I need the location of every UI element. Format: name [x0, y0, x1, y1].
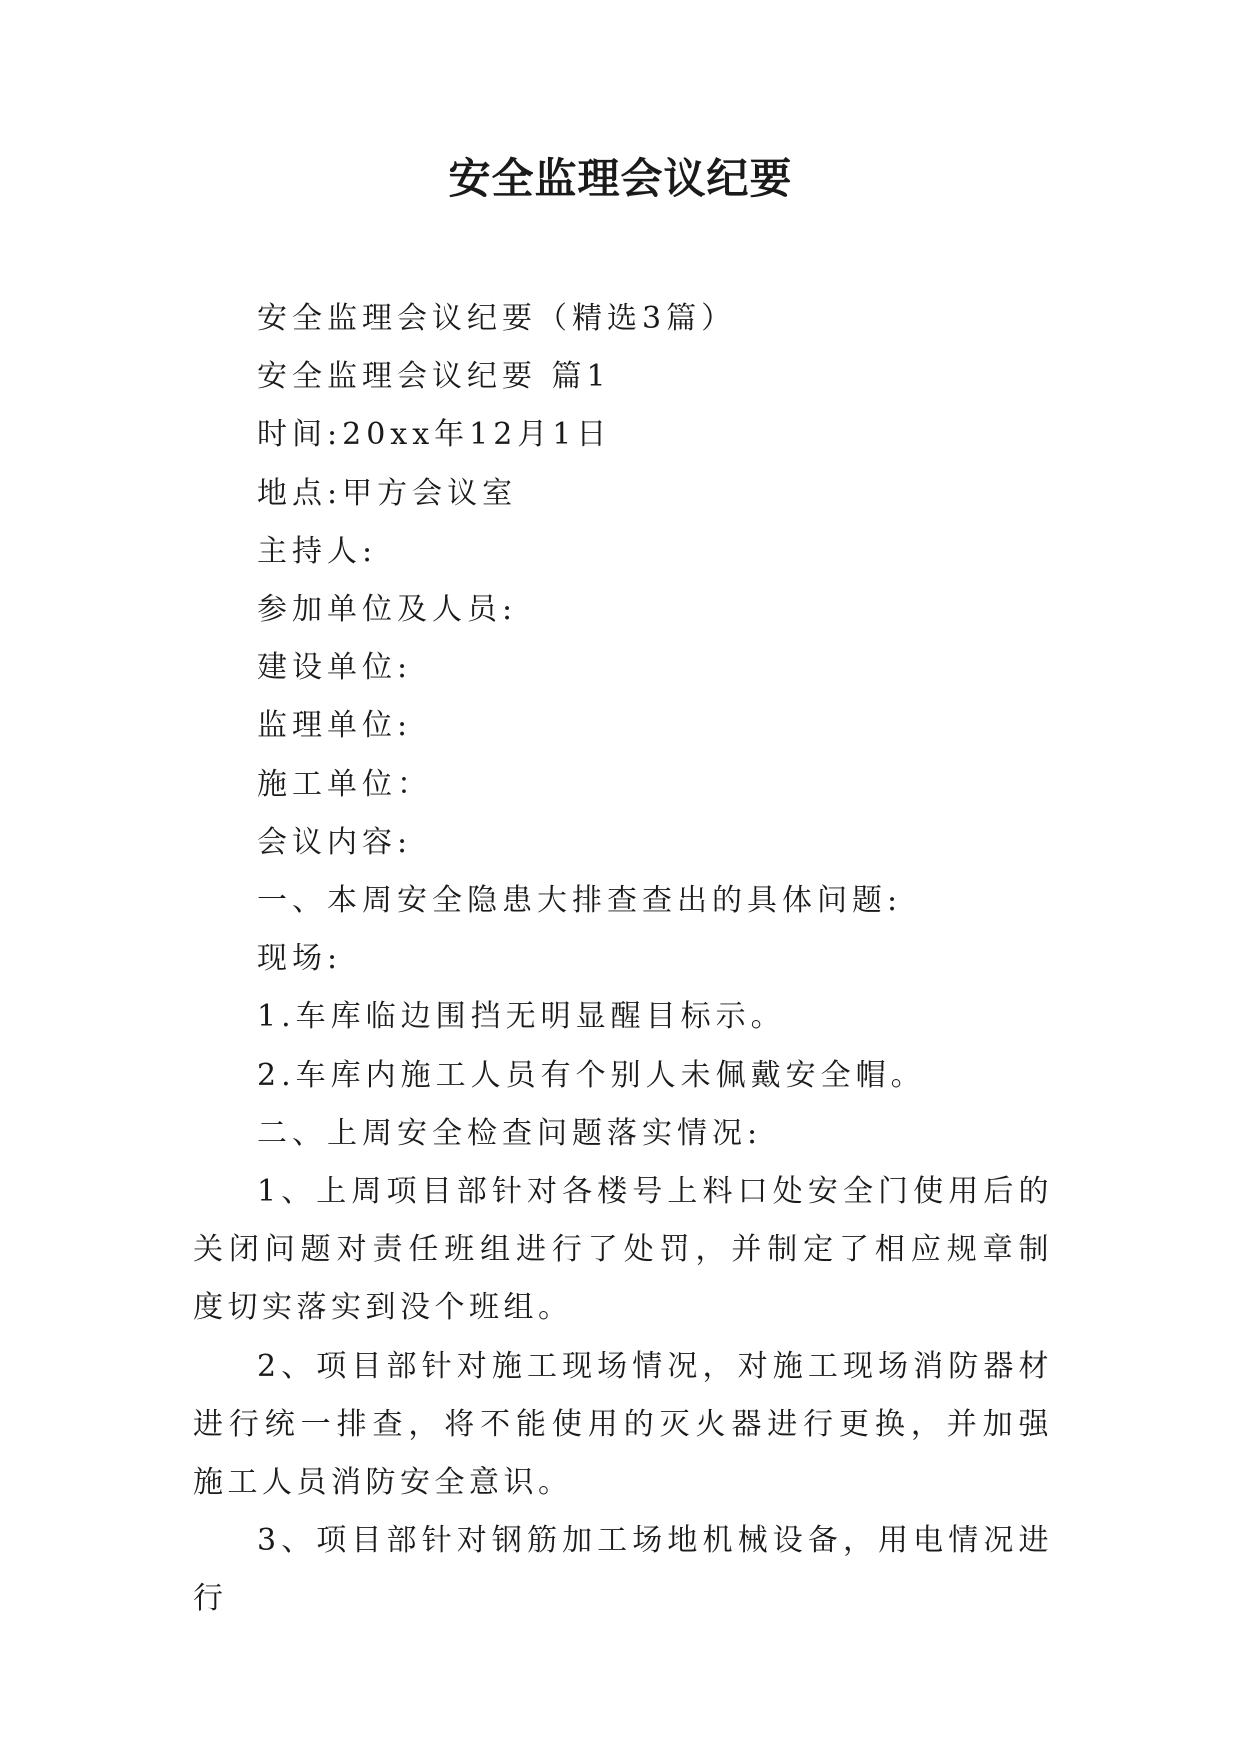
paragraph: 1、上周项目部针对各楼号上料口处安全门使用后的关闭问题对责任班组进行了处罚，并制定了相应规章制度切实落实到没个班组。 — [193, 1174, 1053, 1326]
section-heading: 二、上周安全检查问题落实情况: — [257, 1115, 763, 1151]
construction-unit: 建设单位: — [257, 650, 413, 686]
attendees-label: 参加单位及人员: — [257, 592, 518, 628]
section-heading: 一、本周安全隐患大排查查出的具体问题: — [257, 883, 903, 919]
meeting-host: 主持人: — [257, 533, 378, 569]
meeting-content-label: 会议内容: — [257, 824, 413, 860]
supervision-unit: 监理单位: — [257, 708, 413, 744]
list-item: 1.车库临边围挡无明显醒目标示。 — [257, 999, 786, 1035]
site-label: 现场: — [257, 941, 343, 977]
paragraph: 3、项目部针对钢筋加工场地机械设备，用电情况进行 — [193, 1523, 1053, 1617]
doc-line: 安全监理会议纪要（精选3篇） — [257, 301, 737, 336]
list-item: 2.车库内施工人员有个别人未佩戴安全帽。 — [257, 1057, 926, 1093]
paragraph: 2、项目部针对施工现场情况，对施工现场消防器材进行统一排查，将不能使用的灭火器进行更换，并加强施工人员消防安全意识。 — [193, 1348, 1053, 1501]
doc-line: 安全监理会议纪要 篇1 — [257, 359, 611, 395]
meeting-time: 时间:20xx年12月1日 — [257, 417, 612, 453]
meeting-location: 地点:甲方会议室 — [257, 475, 518, 511]
contractor-unit: 施工单位： — [257, 766, 432, 802]
document-body — [193, 290, 1053, 1629]
document-title: 安全监理会议纪要 — [448, 154, 793, 203]
